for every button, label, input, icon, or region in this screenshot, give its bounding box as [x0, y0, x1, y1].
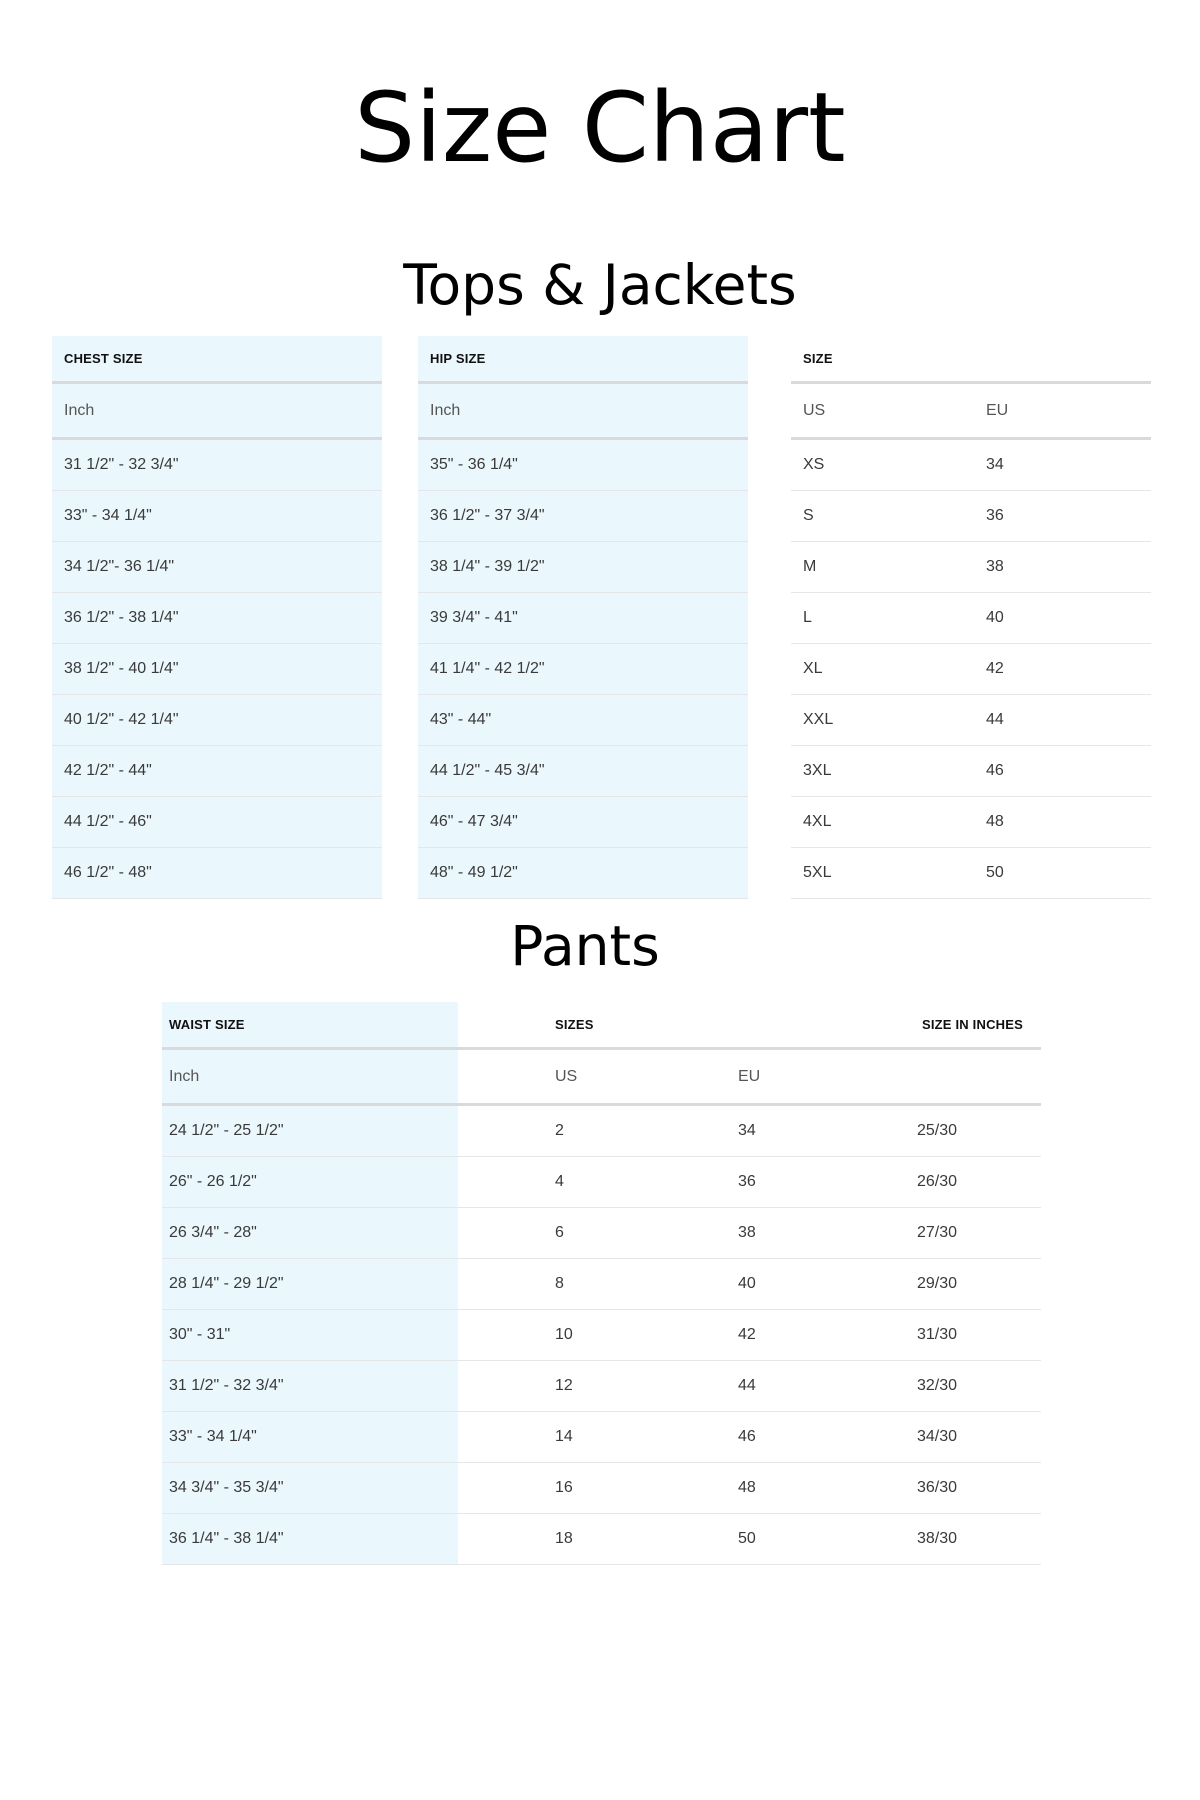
size-in-inches-cell: 34/30 [910, 1412, 1041, 1463]
table-row [162, 1157, 1041, 1208]
us-size-cell: 18 [548, 1514, 731, 1565]
us-size-cell: M [791, 542, 974, 593]
waist-size-cell: 31 1/2" - 32 3/4" [162, 1361, 458, 1412]
waist-size-cell: 26" - 26 1/2" [162, 1157, 458, 1208]
chest-size-cell: 44 1/2" - 46" [52, 797, 382, 848]
us-size-cell: 8 [548, 1259, 731, 1310]
eu-size-cell: 36 [974, 491, 1151, 542]
size-in-inches-cell: 36/30 [910, 1463, 1041, 1514]
chest-size-cell: 38 1/2" - 40 1/4" [52, 644, 382, 695]
column-gap [382, 593, 418, 644]
size-in-inches-cell: 29/30 [910, 1259, 1041, 1310]
eu-size-cell: 42 [974, 644, 1151, 695]
column-gap [748, 644, 791, 695]
us-size-cell: 5XL [791, 848, 974, 899]
chest-size-cell: 34 1/2"- 36 1/4" [52, 542, 382, 593]
column-gap [458, 1157, 548, 1208]
pants-units-row [162, 1049, 1041, 1105]
column-gap [748, 439, 791, 491]
eu-size-cell: 40 [731, 1259, 910, 1310]
waist-unit: Inch [162, 1049, 458, 1105]
column-gap [458, 1463, 548, 1514]
us-size-cell: 16 [548, 1463, 731, 1514]
column-gap [458, 1412, 548, 1463]
waist-size-cell: 26 3/4" - 28" [162, 1208, 458, 1259]
eu-size-cell: 42 [731, 1310, 910, 1361]
table-row [162, 1514, 1041, 1565]
waist-size-cell: 28 1/4" - 29 1/2" [162, 1259, 458, 1310]
column-gap [458, 1310, 548, 1361]
eu-size-cell: 34 [974, 439, 1151, 491]
size-in-inches-cell: 26/30 [910, 1157, 1041, 1208]
table-row [52, 848, 1151, 899]
column-gap [458, 1514, 548, 1565]
waist-size-cell: 34 3/4" - 35 3/4" [162, 1463, 458, 1514]
column-gap [382, 797, 418, 848]
table-row [162, 1259, 1041, 1310]
eu-size-cell: 38 [974, 542, 1151, 593]
us-size-cell: 3XL [791, 746, 974, 797]
hip-size-cell: 46" - 47 3/4" [418, 797, 748, 848]
us-size-cell: 4XL [791, 797, 974, 848]
hip-size-cell: 48" - 49 1/2" [418, 848, 748, 899]
column-gap [458, 1208, 548, 1259]
column-gap [382, 644, 418, 695]
table-row [162, 1310, 1041, 1361]
table-row [162, 1412, 1041, 1463]
table-row [52, 491, 1151, 542]
column-gap [458, 1361, 548, 1412]
table-row [52, 746, 1151, 797]
eu-unit: EU [731, 1049, 910, 1105]
size-in-inches-cell: 25/30 [910, 1105, 1041, 1157]
column-gap [382, 439, 418, 491]
us-size-cell: 4 [548, 1157, 731, 1208]
waist-size-cell: 30" - 31" [162, 1310, 458, 1361]
hip-unit: Inch [418, 383, 748, 439]
eu-size-cell: 48 [731, 1463, 910, 1514]
eu-size-cell: 50 [731, 1514, 910, 1565]
column-gap [382, 383, 418, 439]
chest-size-cell: 40 1/2" - 42 1/4" [52, 695, 382, 746]
hip-size-cell: 43" - 44" [418, 695, 748, 746]
column-gap [382, 695, 418, 746]
tops-header-row [52, 336, 1151, 383]
column-gap [748, 491, 791, 542]
us-size-cell: 2 [548, 1105, 731, 1157]
waist-size-header: WAIST SIZE [162, 1002, 458, 1049]
table-row [162, 1105, 1041, 1157]
us-size-cell: XS [791, 439, 974, 491]
column-gap [748, 848, 791, 899]
column-gap [748, 383, 791, 439]
chest-size-cell: 33" - 34 1/4" [52, 491, 382, 542]
column-gap [382, 848, 418, 899]
chest-size-header: CHEST SIZE [52, 336, 382, 383]
column-gap [458, 1105, 548, 1157]
us-size-cell: 12 [548, 1361, 731, 1412]
us-size-cell: 14 [548, 1412, 731, 1463]
column-gap [382, 746, 418, 797]
waist-size-cell: 24 1/2" - 25 1/2" [162, 1105, 458, 1157]
eu-size-cell: 44 [974, 695, 1151, 746]
inches-unit-spacer [910, 1049, 1041, 1105]
column-gap [458, 1002, 548, 1049]
table-row [52, 644, 1151, 695]
hip-size-cell: 39 3/4" - 41" [418, 593, 748, 644]
us-size-cell: 10 [548, 1310, 731, 1361]
table-row [52, 593, 1151, 644]
tops-units-row [52, 383, 1151, 439]
column-gap [382, 336, 418, 383]
chest-size-cell: 36 1/2" - 38 1/4" [52, 593, 382, 644]
eu-size-cell: 46 [974, 746, 1151, 797]
size-in-inches-cell: 32/30 [910, 1361, 1041, 1412]
column-gap [458, 1049, 548, 1105]
table-row [162, 1361, 1041, 1412]
table-row [52, 542, 1151, 593]
eu-size-cell: 50 [974, 848, 1151, 899]
us-size-cell: S [791, 491, 974, 542]
pants-header-row [162, 1002, 1041, 1049]
column-gap [382, 542, 418, 593]
waist-size-cell: 36 1/4" - 38 1/4" [162, 1514, 458, 1565]
table-row [52, 797, 1151, 848]
hip-size-cell: 44 1/2" - 45 3/4" [418, 746, 748, 797]
table-row [52, 439, 1151, 491]
size-header: SIZE [791, 336, 974, 383]
eu-size-cell: 40 [974, 593, 1151, 644]
chest-size-cell: 46 1/2" - 48" [52, 848, 382, 899]
column-gap [748, 542, 791, 593]
tops-size-table [52, 336, 1151, 899]
pants-section-title: Pants [510, 914, 660, 978]
eu-unit: EU [974, 383, 1151, 439]
column-gap [748, 593, 791, 644]
chest-size-cell: 31 1/2" - 32 3/4" [52, 439, 382, 491]
table-row [162, 1208, 1041, 1259]
hip-size-cell: 38 1/4" - 39 1/2" [418, 542, 748, 593]
us-size-cell: XL [791, 644, 974, 695]
us-size-cell: L [791, 593, 974, 644]
column-gap [748, 797, 791, 848]
us-size-cell: 6 [548, 1208, 731, 1259]
size-header-spacer [974, 336, 1151, 383]
size-in-inches-cell: 27/30 [910, 1208, 1041, 1259]
us-unit: US [548, 1049, 731, 1105]
pants-size-table [162, 1002, 1041, 1565]
table-row [52, 695, 1151, 746]
column-gap [748, 695, 791, 746]
eu-size-cell: 36 [731, 1157, 910, 1208]
size-in-inches-cell: 38/30 [910, 1514, 1041, 1565]
table-row [162, 1463, 1041, 1514]
column-gap [458, 1259, 548, 1310]
chest-size-cell: 42 1/2" - 44" [52, 746, 382, 797]
size-in-inches-cell: 31/30 [910, 1310, 1041, 1361]
hip-size-cell: 35" - 36 1/4" [418, 439, 748, 491]
eu-size-cell: 46 [731, 1412, 910, 1463]
us-unit: US [791, 383, 974, 439]
page-title: Size Chart [354, 72, 846, 184]
chest-unit: Inch [52, 383, 382, 439]
hip-size-cell: 41 1/4" - 42 1/2" [418, 644, 748, 695]
waist-size-cell: 33" - 34 1/4" [162, 1412, 458, 1463]
eu-size-cell: 48 [974, 797, 1151, 848]
hip-size-cell: 36 1/2" - 37 3/4" [418, 491, 748, 542]
eu-size-cell: 44 [731, 1361, 910, 1412]
column-gap [382, 491, 418, 542]
column-gap [748, 746, 791, 797]
sizes-header: SIZES [548, 1002, 731, 1049]
tops-section-title: Tops & Jackets [403, 253, 797, 317]
eu-size-cell: 34 [731, 1105, 910, 1157]
eu-size-cell: 38 [731, 1208, 910, 1259]
sizes-header-spacer [731, 1002, 910, 1049]
size-in-inches-header: SIZE IN INCHES [910, 1002, 1041, 1049]
hip-size-header: HIP SIZE [418, 336, 748, 383]
column-gap [748, 336, 791, 383]
us-size-cell: XXL [791, 695, 974, 746]
